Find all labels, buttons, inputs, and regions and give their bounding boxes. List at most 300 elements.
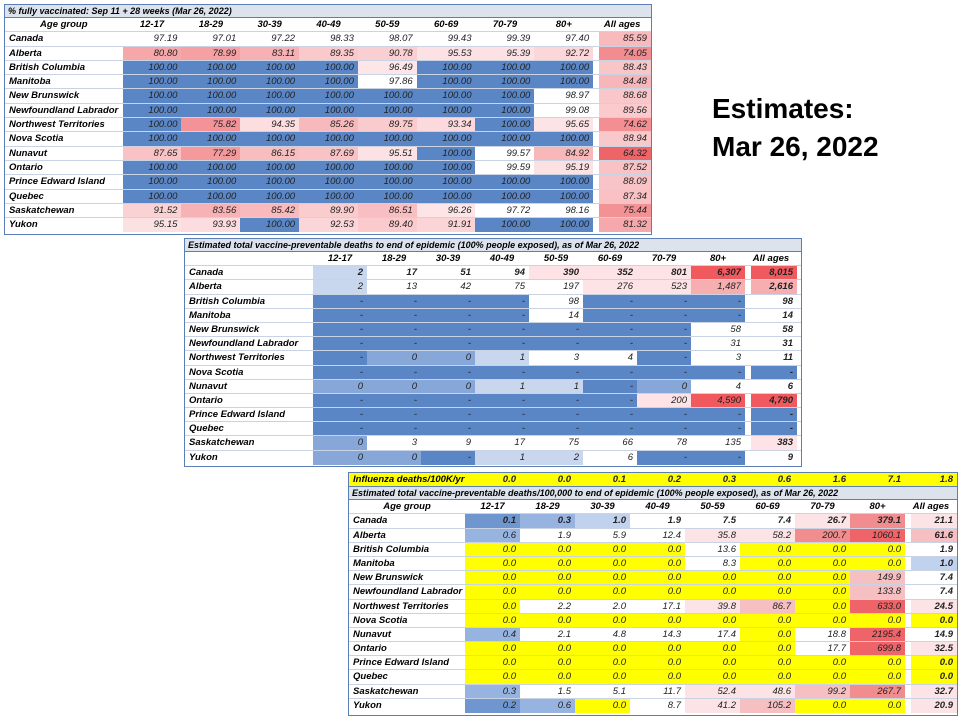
column-header: 70-79 — [810, 501, 835, 513]
table-cell: 2195.4 — [850, 628, 905, 641]
table-cell: 267.7 — [850, 685, 905, 698]
table-cell: 0.0 — [465, 642, 520, 655]
table-cell: - — [313, 408, 367, 421]
table-cell: 100.00 — [534, 190, 593, 203]
table-cell: 2 — [313, 280, 367, 293]
table-cell: 100.00 — [475, 132, 534, 145]
table-cell: 100.00 — [417, 61, 476, 74]
table-cell: 0 — [313, 380, 367, 393]
table-cell: 100.00 — [299, 75, 358, 88]
table-cell: 32.5 — [905, 642, 957, 655]
table-cell: 99.2 — [795, 685, 850, 698]
table-cell: 100.00 — [299, 132, 358, 145]
table-cell: 0.0 — [740, 670, 795, 683]
table-cell: 0.0 — [795, 585, 850, 598]
table-cell: 48.6 — [740, 685, 795, 698]
column-header: 18-29 — [381, 253, 407, 264]
table-cell: 0.0 — [465, 557, 520, 570]
table-cell: - — [637, 309, 691, 322]
column-header: 18-29 — [535, 501, 560, 513]
table-cell: 5.9 — [575, 529, 630, 542]
table-cell: 95.15 — [123, 218, 182, 232]
table-cell: 18.8 — [795, 628, 850, 641]
table-cell: 0.0 — [905, 614, 957, 627]
column-header: 30-39 — [435, 253, 461, 264]
table-cell: 8.3 — [685, 557, 740, 570]
table-cell: - — [421, 408, 475, 421]
table-cell: 0.0 — [465, 543, 520, 556]
table-cell: 100.00 — [534, 132, 593, 145]
table-cell: - — [691, 366, 745, 379]
region-label: Nunavut — [9, 147, 47, 159]
table-cell: 0.0 — [520, 614, 575, 627]
table-row — [349, 514, 957, 528]
table-cell: 0.6 — [465, 529, 520, 542]
table-row — [185, 295, 801, 309]
table-row — [349, 670, 957, 684]
table-cell: 0.0 — [795, 600, 850, 613]
region-label: Manitoba — [189, 309, 231, 321]
influenza-value: 0.2 — [630, 473, 685, 486]
table-cell: 94.35 — [240, 118, 299, 131]
table-cell: 91.52 — [123, 204, 182, 217]
region-label: Ontario — [9, 161, 43, 173]
table-cell: - — [421, 394, 475, 407]
table-cell: 100.00 — [240, 175, 299, 188]
table-cell: 100.00 — [240, 104, 299, 117]
table-cell: 0.0 — [630, 543, 685, 556]
column-header: 80+ — [555, 19, 572, 30]
table-cell: 0.0 — [740, 585, 795, 598]
column-header: 12-17 — [480, 501, 505, 513]
table-cell: 14 — [529, 309, 583, 322]
table-cell: 97.01 — [181, 32, 240, 45]
table-cell: 98.97 — [534, 89, 593, 102]
table-cell: 12.4 — [630, 529, 685, 542]
table-cell: 99.39 — [475, 32, 534, 45]
table-row — [5, 161, 651, 175]
region-label: Alberta — [9, 47, 42, 59]
region-label: Ontario — [353, 643, 387, 655]
table-cell: 7.4 — [905, 571, 957, 584]
table-cell: - — [583, 337, 637, 350]
table-cell: 11.7 — [630, 685, 685, 698]
table-row — [349, 614, 957, 628]
table-cell: 89.56 — [593, 104, 651, 117]
influenza-value: 1.6 — [795, 473, 850, 486]
region-label: Canada — [189, 267, 224, 279]
region-label: Newfoundland Labrador — [353, 586, 463, 598]
column-header: 60-69 — [755, 501, 780, 513]
column-header: 60-69 — [597, 253, 623, 264]
table-cell: 0.6 — [520, 699, 575, 713]
column-header: 40-49 — [489, 253, 515, 264]
table-cell: 92.72 — [534, 47, 593, 60]
table-cell: 64.32 — [593, 147, 651, 160]
table-cell: 100.00 — [417, 104, 476, 117]
table-cell: 100.00 — [475, 89, 534, 102]
table-cell: - — [421, 309, 475, 322]
region-label: Newfoundland Labrador — [189, 338, 299, 350]
table-cell: 13.6 — [685, 543, 740, 556]
table-cell: 1 — [475, 351, 529, 364]
table-cell: 100.00 — [181, 190, 240, 203]
table-cell: 100.00 — [358, 104, 417, 117]
vaccination-percent-table — [4, 4, 652, 235]
table-cell: 133.8 — [850, 585, 905, 598]
influenza-value: 0.1 — [575, 473, 630, 486]
table-cell: 100.00 — [123, 89, 182, 102]
table-cell: 7.4 — [740, 514, 795, 527]
table-cell: 4,790 — [745, 394, 797, 407]
table-cell: 0.3 — [465, 685, 520, 698]
table-cell: 0.0 — [465, 656, 520, 669]
table-cell: 21.1 — [905, 514, 957, 527]
table-cell: 0.0 — [520, 543, 575, 556]
table-row — [5, 132, 651, 146]
table-cell: 86.51 — [358, 204, 417, 217]
table-cell: - — [367, 366, 421, 379]
table-cell: 100.00 — [417, 147, 476, 160]
table-row — [349, 543, 957, 557]
table-cell: - — [529, 394, 583, 407]
table-cell: 383 — [745, 436, 797, 449]
table-cell: - — [421, 323, 475, 336]
table-cell: 100.00 — [417, 75, 476, 88]
table-cell: 0 — [637, 380, 691, 393]
table-cell: 58 — [691, 323, 745, 336]
table-cell: - — [637, 422, 691, 435]
table-cell: 97.86 — [358, 75, 417, 88]
table-cell: 100.00 — [240, 218, 299, 232]
table-cell: 0.0 — [630, 656, 685, 669]
table-cell: 96.26 — [417, 204, 476, 217]
table-row — [349, 628, 957, 642]
table-cell: 85.42 — [240, 204, 299, 217]
table-row — [349, 571, 957, 585]
table-cell: - — [367, 295, 421, 308]
table-cell: - — [529, 366, 583, 379]
table-cell: - — [529, 337, 583, 350]
table-cell: - — [313, 309, 367, 322]
region-label: British Columbia — [189, 295, 266, 307]
table-cell: - — [583, 309, 637, 322]
table-cell: - — [313, 323, 367, 336]
table-cell: - — [421, 366, 475, 379]
region-label: Alberta — [189, 281, 222, 293]
region-label: Quebec — [189, 423, 224, 435]
table-cell: 13 — [367, 280, 421, 293]
table-cell: 1 — [475, 451, 529, 465]
table-cell: 0.0 — [575, 614, 630, 627]
table-cell: - — [475, 337, 529, 350]
table-cell: - — [313, 422, 367, 435]
region-label: Canada — [353, 515, 388, 527]
table-cell: 0.0 — [740, 543, 795, 556]
table-cell: 0.4 — [465, 628, 520, 641]
table-cell: 0.0 — [795, 571, 850, 584]
table-row — [349, 600, 957, 614]
table-cell: 0.1 — [465, 514, 520, 527]
table-cell: 98.16 — [534, 204, 593, 217]
table-cell: 100.00 — [181, 61, 240, 74]
table-cell: 0.0 — [465, 614, 520, 627]
table-cell: 6 — [745, 380, 797, 393]
table-row — [185, 380, 801, 394]
table-cell: - — [313, 295, 367, 308]
table-cell: 0.0 — [850, 557, 905, 570]
table-cell: 77.29 — [181, 147, 240, 160]
table-cell: 0.0 — [685, 670, 740, 683]
table-cell: 17.1 — [630, 600, 685, 613]
table-cell: - — [367, 394, 421, 407]
table-cell: 83.56 — [181, 204, 240, 217]
table-cell: 100.00 — [475, 118, 534, 131]
table-cell: 100.00 — [417, 161, 476, 174]
table-cell: 100.00 — [123, 118, 182, 131]
table-cell: - — [529, 422, 583, 435]
influenza-value: 0.0 — [520, 473, 575, 486]
table-cell: 89.40 — [358, 218, 417, 232]
influenza-value: 1.8 — [905, 473, 957, 486]
table-cell: - — [745, 422, 797, 435]
table-cell: 0.0 — [630, 585, 685, 598]
table-cell: - — [367, 323, 421, 336]
table-cell: 105.2 — [740, 699, 795, 713]
table-cell: 100.00 — [475, 61, 534, 74]
table-cell: 85.26 — [299, 118, 358, 131]
table-cell: 75.44 — [593, 204, 651, 217]
table-cell: 2.2 — [520, 600, 575, 613]
table-cell: 149.9 — [850, 571, 905, 584]
region-label: Yukon — [9, 219, 38, 231]
table-cell: 97.22 — [240, 32, 299, 45]
table-cell: 1,487 — [691, 280, 745, 293]
table-row — [5, 118, 651, 132]
table-cell: 100.00 — [299, 89, 358, 102]
table-row — [5, 204, 651, 218]
table-cell: 1 — [529, 380, 583, 393]
table-cell: 2,616 — [745, 280, 797, 293]
table-cell: 0.0 — [795, 670, 850, 683]
table-cell: 0.0 — [630, 670, 685, 683]
table-cell: 98.07 — [358, 32, 417, 45]
region-label: Manitoba — [353, 557, 395, 569]
table-cell: 1.0 — [905, 557, 957, 570]
table-cell: 100.00 — [299, 190, 358, 203]
region-label: Prince Edward Island — [353, 657, 450, 669]
table-cell: 0.0 — [905, 670, 957, 683]
table-cell: 96.49 — [358, 61, 417, 74]
table-cell: 39.8 — [685, 600, 740, 613]
table-cell: 100.00 — [417, 89, 476, 102]
table-cell: 0.0 — [685, 656, 740, 669]
table-cell: 92.53 — [299, 218, 358, 232]
table-cell: 17.7 — [795, 642, 850, 655]
table-cell: - — [583, 366, 637, 379]
table-cell: 100.00 — [181, 104, 240, 117]
table-cell: 51 — [421, 266, 475, 279]
table-cell: 100.00 — [358, 190, 417, 203]
table-cell: - — [475, 422, 529, 435]
table-cell: 0.0 — [740, 642, 795, 655]
table-cell: 0.0 — [575, 656, 630, 669]
table-cell: 0.0 — [465, 670, 520, 683]
table-cell: 100.00 — [475, 218, 534, 232]
table-cell: 32.7 — [905, 685, 957, 698]
table-cell: 95.65 — [534, 118, 593, 131]
table-cell: 0.0 — [575, 571, 630, 584]
table-cell: 9 — [421, 436, 475, 449]
table-cell: 0.0 — [630, 571, 685, 584]
table-cell: - — [637, 408, 691, 421]
table-cell: 88.09 — [593, 175, 651, 188]
table-row — [5, 147, 651, 161]
table-cell: 0.0 — [520, 656, 575, 669]
table-cell: - — [583, 422, 637, 435]
table-cell: 390 — [529, 266, 583, 279]
column-header: 50-59 — [375, 19, 400, 30]
table-cell: 0.0 — [795, 614, 850, 627]
estimates-heading — [712, 90, 879, 166]
table-cell: 52.4 — [685, 685, 740, 698]
table-cell: 87.65 — [123, 147, 182, 160]
table-cell: 0.0 — [630, 642, 685, 655]
table-cell: 1.9 — [630, 514, 685, 527]
table-cell: 89.90 — [299, 204, 358, 217]
age-group-label: Age group — [383, 501, 431, 513]
table-cell: 276 — [583, 280, 637, 293]
table-cell: 35.8 — [685, 529, 740, 542]
table-cell: 200 — [637, 394, 691, 407]
table-cell: 14.9 — [905, 628, 957, 641]
table-cell: 86.15 — [240, 147, 299, 160]
table-cell: 100.00 — [358, 89, 417, 102]
table-cell: 42 — [421, 280, 475, 293]
table-cell: 8,015 — [745, 266, 797, 279]
table-cell: 95.39 — [475, 47, 534, 60]
table-cell: 2 — [529, 451, 583, 465]
influenza-value: 0.6 — [740, 473, 795, 486]
table-cell: - — [691, 295, 745, 308]
table-cell: 8.7 — [630, 699, 685, 713]
table-cell: - — [475, 323, 529, 336]
estimates-heading-line1: Estimates: — [712, 93, 854, 124]
table-cell: 90.78 — [358, 47, 417, 60]
table-cell: - — [421, 337, 475, 350]
table-cell: - — [367, 422, 421, 435]
table-cell: 100.00 — [123, 61, 182, 74]
table-row — [185, 422, 801, 436]
table-cell: 0.0 — [465, 571, 520, 584]
table-cell: 75 — [475, 280, 529, 293]
table-cell: 0.0 — [520, 557, 575, 570]
region-label: Nunavut — [353, 628, 391, 640]
table-cell: 95.53 — [417, 47, 476, 60]
table-cell: 97.40 — [534, 32, 593, 45]
region-label: Saskatchewan — [353, 685, 419, 697]
table-cell: 0.0 — [740, 628, 795, 641]
table-cell: 17 — [367, 266, 421, 279]
influenza-row — [349, 473, 957, 487]
table-cell: 0.0 — [520, 642, 575, 655]
table-cell: 95.19 — [534, 161, 593, 174]
region-label: Nova Scotia — [353, 614, 408, 626]
table-cell: 100.00 — [181, 132, 240, 145]
table-cell: - — [367, 408, 421, 421]
table-cell: 135 — [691, 436, 745, 449]
table-cell: - — [583, 394, 637, 407]
table-cell: 74.62 — [593, 118, 651, 131]
table-cell: 100.00 — [358, 175, 417, 188]
region-label: British Columbia — [9, 61, 86, 73]
table-cell: 93.93 — [181, 218, 240, 232]
table-cell: 58 — [745, 323, 797, 336]
region-label: New Brunswick — [189, 323, 260, 335]
table-cell: - — [691, 451, 745, 465]
table-cell: 98 — [745, 295, 797, 308]
table-title: Estimated total vaccine-preventable deaths to end of epidemic (100% people exposed), as of Mar 26, 2022 — [185, 239, 801, 252]
column-header: 50-59 — [700, 501, 725, 513]
table-cell: 17 — [475, 436, 529, 449]
table-cell: 0.0 — [465, 585, 520, 598]
table-cell: 99.59 — [475, 161, 534, 174]
table-cell: - — [637, 451, 691, 465]
column-header: All ages — [752, 253, 790, 264]
table-cell: 0.0 — [575, 557, 630, 570]
table-cell: 0.0 — [520, 670, 575, 683]
table-cell: 100.00 — [475, 175, 534, 188]
deaths-per-100k-table — [348, 472, 958, 716]
table-cell: 4 — [691, 380, 745, 393]
table-cell: 26.7 — [795, 514, 850, 527]
table-title: Estimated total vaccine-preventable deaths/100,000 to end of epidemic (100% people exposed), as of Mar 26, 2022 — [349, 487, 957, 500]
table-cell: 0 — [421, 351, 475, 364]
region-label: Newfoundland Labrador — [9, 104, 119, 116]
table-cell: 83.11 — [240, 47, 299, 60]
column-header: 30-39 — [257, 19, 282, 30]
region-label: Manitoba — [9, 76, 51, 88]
table-cell: 41.2 — [685, 699, 740, 713]
table-cell: 100.00 — [240, 75, 299, 88]
table-row — [185, 408, 801, 422]
table-cell: - — [313, 351, 367, 364]
region-label: Prince Edward Island — [9, 176, 106, 188]
table-cell: - — [745, 366, 797, 379]
table-cell: 100.00 — [475, 190, 534, 203]
column-header: 70-79 — [492, 19, 518, 30]
table-cell: - — [529, 323, 583, 336]
region-label: Yukon — [353, 699, 382, 711]
table-cell: 0.0 — [850, 656, 905, 669]
region-label: Nova Scotia — [9, 133, 64, 145]
table-row — [5, 61, 651, 75]
table-cell: 4.8 — [575, 628, 630, 641]
table-header-row — [349, 500, 957, 514]
region-label: Canada — [9, 33, 44, 45]
table-cell: 0.0 — [850, 614, 905, 627]
table-cell: 100.00 — [358, 132, 417, 145]
column-header: 18-29 — [198, 19, 223, 30]
table-cell: 75.82 — [181, 118, 240, 131]
table-cell: 0.0 — [795, 543, 850, 556]
table-cell: 84.48 — [593, 75, 651, 88]
table-cell: 84.92 — [534, 147, 593, 160]
table-cell: 87.34 — [593, 190, 651, 203]
table-cell: 91.91 — [417, 218, 476, 232]
table-cell: 100.00 — [123, 132, 182, 145]
table-cell: 99.57 — [475, 147, 534, 160]
